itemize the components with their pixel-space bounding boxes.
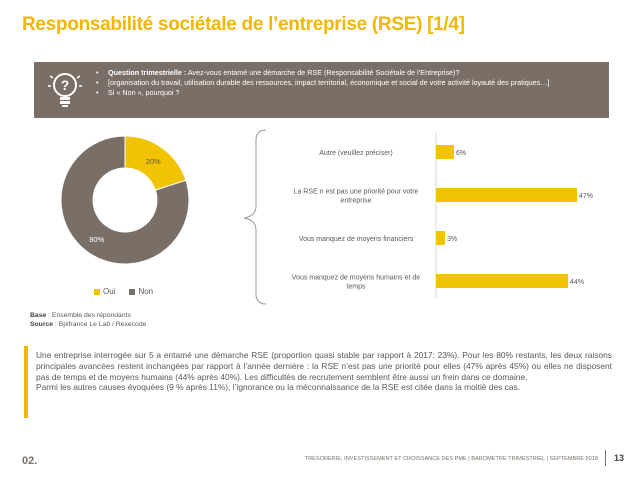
question-banner [34, 62, 609, 118]
question-main: • Question trimestrielle : Avez-vous entamé une démarche de RSE (Responsabilité Sociétale de l’Entreprise)? [96, 68, 596, 78]
footer-separator [605, 450, 606, 466]
bar-value-label-1: 47% [579, 193, 594, 200]
bar-3 [436, 274, 568, 288]
bar-0 [436, 145, 454, 159]
legend-item-oui: Oui [94, 287, 115, 296]
donut-label-non: 80% [89, 234, 105, 244]
donut-label-oui: 20% [145, 157, 161, 167]
source-note: Base : Ensemble des répondants Source : Bpifrance Le Lab / Rexecode [30, 312, 147, 328]
page-title: Responsabilité sociétale de l’entreprise (RSE) [1/4] [22, 14, 465, 35]
bar-category-label-1: La RSE n est pas une priorité pour votre entreprise [293, 188, 419, 205]
legend-swatch-non [129, 289, 135, 295]
bar-category-label-0: Autre (veuillez préciser) [319, 150, 393, 157]
legend-swatch-oui [94, 289, 100, 295]
donut-chart [55, 128, 195, 268]
donut-legend [94, 287, 153, 296]
bar-category-label-3: Vous manquez de moyens humains et de temps [291, 274, 421, 291]
bracket-connector [230, 128, 270, 308]
bar-2 [436, 231, 445, 245]
bar-value-label-0: 6% [456, 150, 467, 157]
svg-text:?: ? [60, 77, 70, 93]
bar-chart [270, 132, 610, 302]
bar-value-label-2: 3% [447, 236, 458, 243]
legend-item-non: Non [129, 287, 153, 296]
question-list [96, 68, 596, 98]
summary-accent-bar [24, 346, 28, 418]
question-detail: • [organisation du travail, utilisation durable des ressources, impact territorial, économique et social de votre activité loyauté des pratiques…] [96, 78, 596, 88]
footer-text: TRÉSORERIE, INVESTISSEMENT ET CROISSANCE DES PME | BAROMÈTRE TRIMESTRIEL | SEPTEMBRE 2018 [304, 456, 598, 462]
bar-1 [436, 188, 577, 202]
section-code: 02. [22, 455, 38, 467]
question-followup: • Si « Non », pourquoi ? [96, 88, 596, 98]
summary-text: Une entreprise interrogée sur 5 a entamé une démarche RSE (proportion quasi stable par rapport à 2017: 23%). Pour les 80% restants, les deux raisons principales avancées restent inchangées par rapport à l’année dernière : la RSE n’est pas une priorité pour elles (47% après 45%) ou elles ne disposent pas de temps et de moyens humains (44% après 40%). Les difficultés de recrutement semblent être aussi un frein dans ce domaine. Parmi les autres causes évoquées (9 % après 11%), l’ignorance ou la méconnaissance de la RSE est citée dans la moitié des cas. [36, 350, 612, 393]
lightbulb-question-icon [48, 70, 82, 110]
bar-value-label-3: 44% [570, 279, 585, 286]
page-number: 13 [614, 453, 625, 463]
bar-category-label-2: Vous manquez de moyens financiers [298, 236, 414, 243]
summary-block [24, 346, 612, 420]
